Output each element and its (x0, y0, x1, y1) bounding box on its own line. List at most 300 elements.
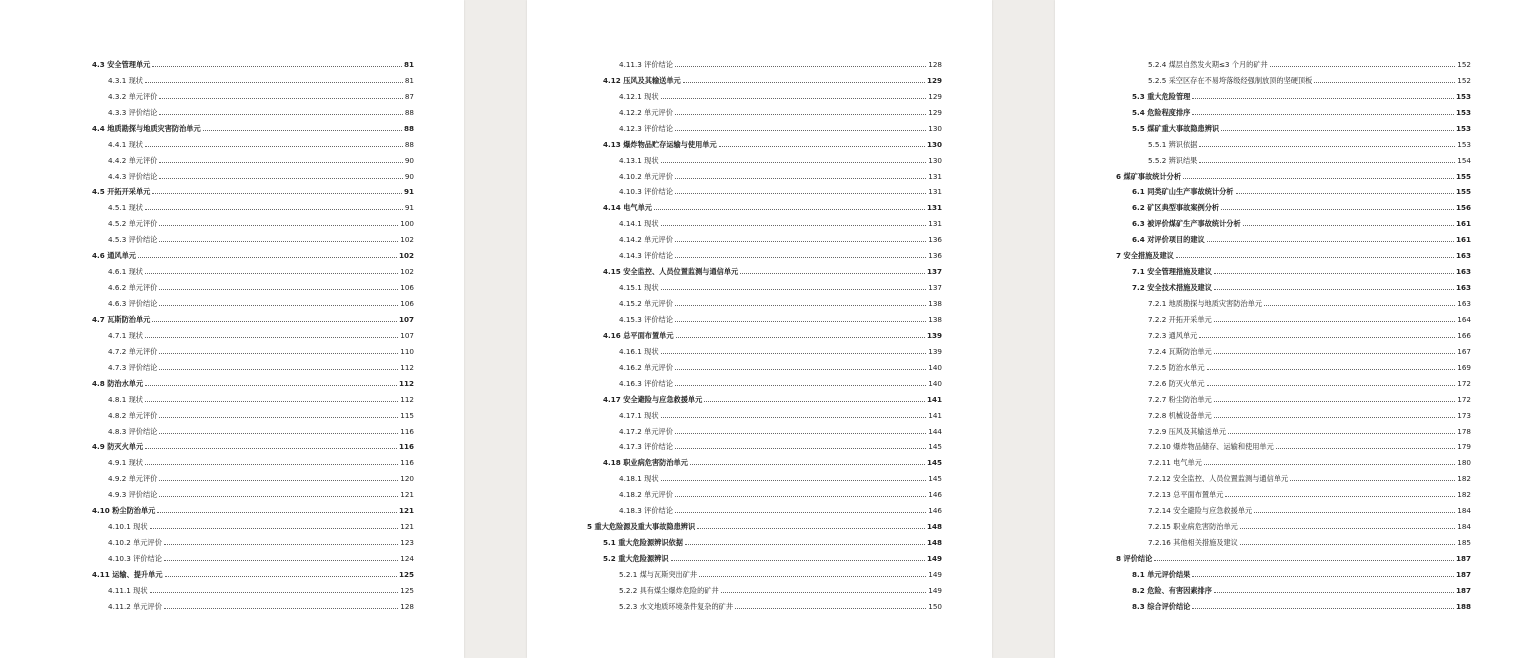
toc-dot-leader (1214, 591, 1454, 593)
toc-entry-page-number: 163 (1457, 299, 1471, 308)
toc-entry-label: 4.14 电气单元 (603, 203, 652, 213)
toc-entry-label: 4.10.2 单元评价 (108, 538, 162, 548)
toc-entry-page-number: 112 (400, 362, 414, 372)
toc-dot-leader (675, 511, 926, 513)
toc-dot-leader (671, 559, 925, 561)
toc-entry-label: 4.5.1 现状 (108, 203, 143, 213)
toc-dot-leader (145, 400, 398, 402)
toc-entry-page-number: 172 (1457, 394, 1471, 404)
toc-entry[interactable] (76, 563, 414, 579)
toc-entry[interactable] (76, 244, 414, 260)
toc-entry-label: 4.14.2 单元评价 (619, 235, 673, 245)
toc-entry[interactable] (587, 436, 942, 452)
toc-entry-page-number: 139 (928, 346, 942, 356)
toc-entry-label: 4.14.1 现状 (619, 219, 659, 229)
toc-dot-leader (1264, 304, 1455, 306)
toc-entry-label: 4.10.3 评价结论 (108, 554, 162, 563)
toc-entry-label: 5.5.2 辨识结果 (1148, 155, 1198, 165)
toc-entry-page-number: 179 (1457, 442, 1471, 452)
toc-entry-label: 8.2 危险、有害因素排序 (1132, 585, 1212, 595)
toc-dot-leader (1154, 559, 1454, 561)
toc-entry[interactable] (1116, 372, 1471, 388)
toc-entry[interactable] (587, 53, 942, 69)
toc-entry[interactable] (1116, 117, 1471, 133)
toc-dot-leader (164, 543, 398, 545)
toc-dot-leader (1314, 81, 1455, 83)
toc-entry-label: 4.8.2 单元评价 (108, 410, 158, 420)
toc-entry-page-number: 138 (928, 314, 942, 324)
toc-dot-leader (164, 559, 398, 561)
toc-entry[interactable] (1116, 356, 1471, 372)
toc-entry[interactable] (1116, 483, 1471, 499)
toc-dot-leader (697, 527, 925, 529)
toc-entry-page-number: 137 (928, 283, 942, 293)
toc-entry-label: 4.7.3 评价结论 (108, 362, 158, 372)
toc-entry-page-number: 130 (926, 139, 942, 149)
toc-entry[interactable] (587, 165, 942, 181)
toc-entry[interactable] (76, 228, 414, 244)
toc-entry-label: 4.8.1 现状 (108, 394, 143, 404)
toc-entry-page-number: 154 (1457, 155, 1471, 165)
toc-entry-page-number: 138 (928, 299, 942, 308)
toc-entry[interactable] (587, 324, 942, 340)
toc-entry-page-number: 149 (928, 569, 942, 579)
toc-entry[interactable] (76, 196, 414, 212)
toc-dot-leader (1254, 511, 1455, 513)
toc-entry[interactable] (587, 101, 942, 117)
toc-dot-leader (1270, 65, 1456, 67)
toc-entry[interactable] (76, 149, 414, 165)
toc-entry-page-number: 121 (400, 522, 414, 532)
toc-entry-label: 7.2.13 总平面布置单元 (1148, 490, 1224, 500)
toc-entry-page-number: 116 (398, 442, 414, 452)
toc-entry[interactable] (76, 69, 414, 85)
toc-entry[interactable] (76, 85, 414, 101)
toc-dot-leader (1214, 320, 1456, 322)
toc-entry-label: 4.12 压风及其输送单元 (603, 75, 681, 85)
toc-entry-label: 4.10.1 现状 (108, 522, 148, 532)
toc-entry[interactable] (76, 165, 414, 181)
toc-dot-leader (1176, 256, 1454, 258)
toc-dot-leader (661, 479, 927, 481)
toc-entry-label: 4.4.1 现状 (108, 139, 143, 149)
toc-entry-page-number: 146 (928, 506, 942, 516)
toc-entry[interactable] (1116, 212, 1471, 228)
toc-entry[interactable] (1116, 196, 1471, 212)
toc-entry-label: 7.2.6 防灭火单元 (1148, 378, 1205, 388)
toc-entry[interactable] (587, 149, 942, 165)
toc-entry[interactable] (587, 483, 942, 499)
toc-entry-label: 7.2.7 粉尘防治单元 (1148, 394, 1212, 404)
toc-entry-page-number: 130 (928, 123, 942, 133)
toc-entry-page-number: 120 (400, 474, 414, 484)
toc-dot-leader (685, 543, 925, 545)
toc-entry-page-number: 128 (928, 59, 942, 69)
toc-entry-page-number: 136 (928, 251, 942, 261)
toc-entry-label: 4.8.3 评价结论 (108, 426, 158, 436)
toc-entry-page-number: 153 (1455, 107, 1471, 117)
toc-entry[interactable] (76, 388, 414, 404)
toc-entry-page-number: 152 (1457, 59, 1471, 69)
toc-entry-page-number: 166 (1457, 330, 1471, 340)
toc-entry-page-number: 131 (928, 219, 942, 229)
toc-entry-page-number: 182 (1457, 490, 1471, 500)
toc-entry-label: 5 重大危险源及重大事故隐患辨识 (587, 522, 696, 532)
toc-entry-page-number: 185 (1457, 538, 1471, 548)
toc-entry-page-number: 184 (1457, 506, 1471, 516)
toc-entry[interactable] (76, 547, 414, 563)
toc-entry[interactable] (76, 579, 414, 595)
toc-dot-leader (164, 607, 398, 609)
toc-entry[interactable] (1116, 340, 1471, 356)
toc-entry[interactable] (1116, 244, 1471, 260)
toc-entry[interactable] (76, 101, 414, 117)
toc-dot-leader (1214, 400, 1456, 402)
toc-entry[interactable] (587, 404, 942, 420)
toc-entry-page-number: 164 (1457, 314, 1471, 324)
toc-entry[interactable] (1116, 404, 1471, 420)
toc-dot-leader (145, 463, 398, 465)
toc-entry-page-number: 136 (928, 235, 942, 245)
toc-entry[interactable] (76, 499, 414, 515)
toc-entry-page-number: 156 (1455, 203, 1471, 213)
toc-entry-page-number: 121 (398, 506, 414, 516)
toc-entry[interactable] (587, 85, 942, 101)
toc-entry-label: 4.15.2 单元评价 (619, 299, 673, 308)
toc-dot-leader (690, 463, 925, 465)
toc-entry[interactable] (76, 117, 414, 133)
toc-entry-page-number: 115 (400, 410, 414, 420)
toc-entry-page-number: 81 (403, 59, 414, 69)
toc-entry-label: 4.16.3 评价结论 (619, 378, 673, 388)
toc-dot-leader (675, 113, 926, 115)
toc-entry-page-number: 145 (928, 442, 942, 452)
toc-dot-leader (159, 304, 398, 306)
toc-dot-leader (675, 177, 926, 179)
toc-entry[interactable] (1116, 531, 1471, 547)
toc-dot-leader (1207, 384, 1456, 386)
toc-entry-page-number: 153 (1457, 139, 1471, 149)
toc-dot-leader (145, 145, 403, 147)
toc-entry-page-number: 88 (404, 139, 414, 149)
toc-entry[interactable] (1116, 69, 1471, 85)
toc-entry[interactable] (1116, 467, 1471, 483)
toc-entry[interactable] (587, 563, 942, 579)
toc-entry-label: 7.1 安全管理措施及建议 (1132, 267, 1212, 277)
toc-entry-label: 4.10.2 单元评价 (619, 171, 673, 181)
toc-dot-leader (159, 240, 398, 242)
toc-entry-label: 7.2.3 通风单元 (1148, 330, 1198, 340)
toc-entry[interactable] (587, 212, 942, 228)
toc-entry-page-number: 173 (1457, 410, 1471, 420)
toc-dot-leader (1240, 527, 1455, 529)
document-page-3 (1055, 0, 1518, 658)
toc-entry-page-number: 90 (404, 171, 414, 181)
toc-entry-label: 4.4 地质勘探与地质灾害防治单元 (92, 123, 201, 133)
toc-entry-page-number: 125 (400, 585, 414, 595)
toc-entry-page-number: 102 (398, 251, 414, 261)
toc-entry[interactable] (1116, 165, 1471, 181)
toc-entry-page-number: 150 (928, 601, 942, 611)
toc-dot-leader (152, 192, 402, 194)
toc-entry[interactable] (76, 212, 414, 228)
toc-entry-label: 4.11 运输、提升单元 (92, 569, 163, 579)
toc-entry-label: 4.17.3 评价结论 (619, 442, 673, 452)
toc-dot-leader (683, 81, 925, 83)
toc-entry-label: 4.16 总平面布置单元 (603, 330, 674, 340)
toc-entry-label: 4.5.2 单元评价 (108, 219, 158, 229)
toc-entry-label: 4.17.1 现状 (619, 410, 659, 420)
toc-dot-leader (1214, 288, 1454, 290)
toc-dot-leader (1192, 97, 1454, 99)
toc-dot-leader (661, 97, 927, 99)
toc-entry[interactable] (1116, 595, 1471, 611)
toc-entry[interactable] (1116, 260, 1471, 276)
toc-entry[interactable] (76, 515, 414, 531)
toc-entry-page-number: 148 (926, 522, 942, 532)
toc-entry[interactable] (76, 420, 414, 436)
toc-dot-leader (152, 65, 402, 67)
toc-entry-page-number: 161 (1455, 219, 1471, 229)
toc-entry-page-number: 91 (404, 203, 414, 213)
toc-dot-leader (1214, 416, 1456, 418)
toc-dot-leader (675, 495, 926, 497)
toc-entry-label: 4.13.1 现状 (619, 155, 659, 165)
toc-entry[interactable] (1116, 499, 1471, 515)
toc-entry[interactable] (76, 181, 414, 197)
toc-entry-page-number: 131 (928, 187, 942, 197)
toc-entry[interactable] (1116, 324, 1471, 340)
toc-entry[interactable] (587, 260, 942, 276)
toc-dot-leader (150, 527, 399, 529)
toc-entry-label: 4.8 防治水单元 (92, 378, 144, 388)
toc-entry[interactable] (587, 292, 942, 308)
toc-dot-leader (675, 368, 926, 370)
toc-entry-page-number: 163 (1455, 251, 1471, 261)
toc-entry[interactable] (1116, 85, 1471, 101)
toc-entry-page-number: 81 (404, 75, 414, 85)
toc-entry-page-number: 184 (1457, 522, 1471, 532)
toc-entry[interactable] (587, 595, 942, 611)
toc-dot-leader (675, 432, 926, 434)
toc-entry[interactable] (76, 404, 414, 420)
toc-entry-page-number: 102 (400, 235, 414, 245)
toc-entry[interactable] (587, 499, 942, 515)
toc-entry-page-number: 145 (926, 458, 942, 468)
toc-entry[interactable] (76, 372, 414, 388)
toc-entry-page-number: 144 (928, 426, 942, 436)
toc-entry[interactable] (587, 244, 942, 260)
toc-entry-label: 6.1 同类矿山生产事故统计分析 (1132, 187, 1234, 197)
toc-entry-label: 7.2.15 职业病危害防治单元 (1148, 522, 1238, 532)
toc-entry-label: 4.4.2 单元评价 (108, 155, 158, 165)
toc-dot-leader (1240, 543, 1455, 545)
toc-entry[interactable] (76, 595, 414, 611)
toc-entry[interactable] (1116, 133, 1471, 149)
toc-entry-label: 4.12.2 单元评价 (619, 107, 673, 117)
toc-dot-leader (1204, 463, 1455, 465)
toc-entry[interactable] (76, 53, 414, 69)
toc-entry[interactable] (1116, 563, 1471, 579)
toc-entry-page-number: 88 (404, 107, 414, 117)
toc-entry[interactable] (76, 436, 414, 452)
toc-entry-page-number: 106 (400, 283, 414, 293)
toc-entry[interactable] (1116, 101, 1471, 117)
toc-entry-label: 4.12.3 评价结论 (619, 123, 673, 133)
toc-dot-leader (1183, 177, 1454, 179)
toc-entry[interactable] (1116, 547, 1471, 563)
toc-entry[interactable] (1116, 436, 1471, 452)
toc-entry-label: 4.11.3 评价结论 (619, 59, 673, 69)
toc-entry-label: 4.12.1 现状 (619, 91, 659, 101)
toc-entry[interactable] (587, 420, 942, 436)
toc-entry-page-number: 140 (928, 362, 942, 372)
toc-dot-leader (159, 161, 403, 163)
toc-dot-leader (159, 288, 398, 290)
toc-entry[interactable] (76, 324, 414, 340)
document-page-2 (527, 0, 992, 658)
toc-entry-label: 4.7.1 现状 (108, 330, 143, 340)
toc-entry-label: 7.2.12 安全监控、人员位置监测与通信单元 (1148, 474, 1289, 484)
toc-entry-page-number: 107 (398, 314, 414, 324)
toc-entry-page-number: 116 (400, 458, 414, 468)
toc-entry-page-number: 112 (398, 378, 414, 388)
toc-entry[interactable] (76, 531, 414, 547)
toc-entry[interactable] (1116, 149, 1471, 165)
toc-entry[interactable] (587, 69, 942, 85)
toc-entry[interactable] (587, 181, 942, 197)
toc-entry-label: 4.18.3 评价结论 (619, 506, 673, 516)
toc-entry[interactable] (587, 308, 942, 324)
toc-dot-leader (1214, 352, 1456, 354)
toc-entry[interactable] (1116, 292, 1471, 308)
toc-entry[interactable] (587, 133, 942, 149)
toc-dot-leader (1207, 240, 1454, 242)
toc-entry[interactable] (587, 531, 942, 547)
toc-entry-page-number: 110 (400, 346, 414, 356)
toc-entry-page-number: 167 (1457, 346, 1471, 356)
toc-entry-label: 4.6 通风单元 (92, 251, 136, 261)
toc-entry[interactable] (1116, 276, 1471, 292)
toc-entry[interactable] (1116, 515, 1471, 531)
toc-entry-label: 4.11.1 现状 (108, 585, 148, 595)
toc-entry-label: 6 煤矿事故统计分析 (1116, 171, 1182, 181)
toc-entry-label: 6.4 对评价项目的建议 (1132, 235, 1205, 245)
toc-dot-leader (1243, 224, 1454, 226)
toc-entry[interactable] (587, 388, 942, 404)
toc-dot-leader (675, 320, 926, 322)
toc-entry-page-number: 102 (400, 267, 414, 277)
toc-entry-page-number: 146 (928, 490, 942, 500)
toc-entry-page-number: 90 (404, 155, 414, 165)
toc-dot-leader (699, 575, 926, 577)
toc-dot-leader (661, 288, 927, 290)
toc-entry[interactable] (587, 372, 942, 388)
toc-entry-label: 4.18.1 现状 (619, 474, 659, 484)
toc-entry-label: 4.17.2 单元评价 (619, 426, 673, 436)
toc-entry[interactable] (1116, 579, 1471, 595)
toc-entry-label: 4.3 安全管理单元 (92, 59, 151, 69)
toc-entry-page-number: 149 (928, 585, 942, 595)
toc-entry[interactable] (587, 228, 942, 244)
toc-entry-label: 4.9.2 单元评价 (108, 474, 158, 484)
toc-entry-label: 4.18.2 单元评价 (619, 490, 673, 500)
toc-entry[interactable] (587, 467, 942, 483)
toc-entry[interactable] (587, 276, 942, 292)
toc-entry[interactable] (1116, 53, 1471, 69)
toc-entry-page-number: 88 (403, 123, 414, 133)
toc-entry[interactable] (76, 133, 414, 149)
toc-entry-page-number: 100 (400, 219, 414, 229)
toc-entry-label: 7.2.10 爆炸物品储存、运输和使用单元 (1148, 442, 1274, 452)
toc-entry[interactable] (1116, 451, 1471, 467)
toc-entry-page-number: 172 (1457, 378, 1471, 388)
toc-entry[interactable] (76, 483, 414, 499)
toc-entry[interactable] (1116, 388, 1471, 404)
toc-entry[interactable] (76, 276, 414, 292)
toc-entry-page-number: 145 (928, 474, 942, 484)
toc-entry-page-number: 87 (404, 91, 414, 101)
toc-entry-label: 8.1 单元评价结果 (1132, 569, 1191, 579)
toc-entry-label: 5.2.3 水文地质环境条件复杂的矿井 (619, 601, 734, 611)
toc-entry-label: 4.17 安全避险与应急救援单元 (603, 394, 703, 404)
toc-dot-leader (1192, 113, 1454, 115)
toc-entry[interactable] (76, 260, 414, 276)
toc-entry-page-number: 152 (1457, 75, 1471, 85)
toc-dot-leader (1221, 129, 1454, 131)
toc-entry[interactable] (1116, 181, 1471, 197)
toc-entry[interactable] (76, 308, 414, 324)
toc-dot-leader (145, 272, 398, 274)
toc-dot-leader (1214, 272, 1454, 274)
toc-entry[interactable] (76, 340, 414, 356)
toc-entry-label: 5.2.2 具有煤尘爆炸危险的矿井 (619, 585, 719, 595)
toc-entry[interactable] (587, 117, 942, 133)
toc-entry[interactable] (587, 340, 942, 356)
toc-entry[interactable] (1116, 420, 1471, 436)
toc-dot-leader (159, 479, 398, 481)
toc-entry[interactable] (76, 467, 414, 483)
toc-entry[interactable] (587, 196, 942, 212)
toc-dot-leader (159, 97, 403, 99)
toc-entry[interactable] (587, 579, 942, 595)
toc-list (76, 53, 414, 611)
toc-dot-leader (1199, 161, 1455, 163)
toc-entry[interactable] (76, 292, 414, 308)
toc-entry[interactable] (587, 515, 942, 531)
toc-entry[interactable] (1116, 228, 1471, 244)
toc-dot-leader (676, 336, 925, 338)
toc-entry[interactable] (76, 451, 414, 467)
toc-entry-label: 7.2.14 安全避险与应急救援单元 (1148, 506, 1253, 516)
toc-entry-page-number: 129 (926, 75, 942, 85)
toc-entry-label: 4.18 职业病危害防治单元 (603, 458, 688, 468)
toc-list (587, 53, 942, 611)
toc-dot-leader (157, 511, 397, 513)
toc-entry-label: 7.2 安全技术措施及建议 (1132, 283, 1212, 293)
toc-dot-leader (654, 208, 925, 210)
toc-entry-page-number: 155 (1455, 187, 1471, 197)
toc-entry[interactable] (587, 356, 942, 372)
toc-entry[interactable] (76, 356, 414, 372)
toc-entry[interactable] (587, 451, 942, 467)
toc-entry-page-number: 137 (926, 267, 942, 277)
toc-entry[interactable] (587, 547, 942, 563)
toc-entry-page-number: 187 (1455, 585, 1471, 595)
toc-entry[interactable] (1116, 308, 1471, 324)
toc-list (1116, 53, 1471, 611)
toc-entry-label: 7.2.4 瓦斯防治单元 (1148, 346, 1212, 356)
